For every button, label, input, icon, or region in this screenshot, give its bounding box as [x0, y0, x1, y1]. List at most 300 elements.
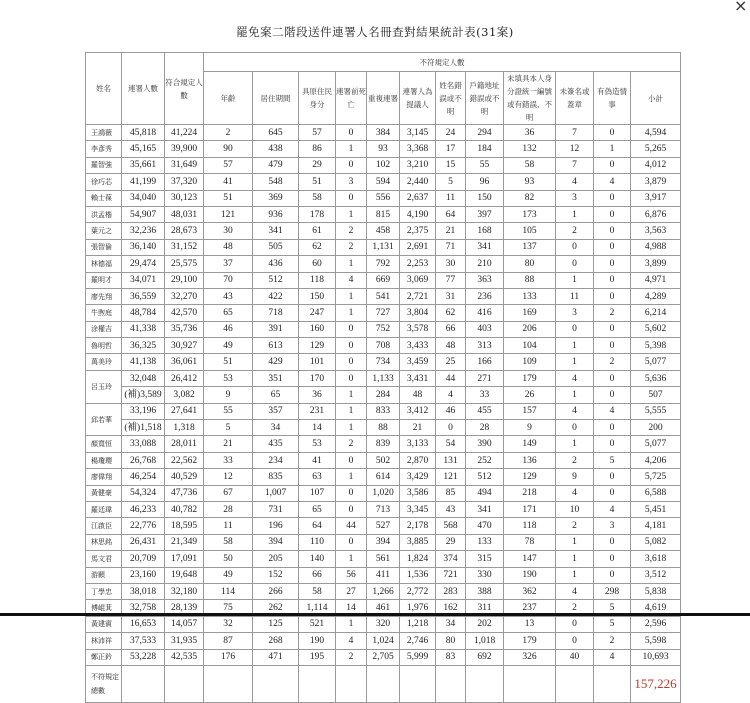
signers-count: 34,040: [122, 190, 165, 206]
signers-count: 26,768: [122, 452, 165, 468]
noncompliant-cell: 613: [253, 338, 299, 354]
noncompliant-cell: 390: [466, 436, 504, 452]
noncompliant-cell: 0: [556, 633, 594, 649]
empty-cell: [367, 665, 400, 702]
noncompliant-cell: 196: [253, 518, 299, 534]
subtotal-cell: 3,899: [631, 256, 681, 272]
table-row: [86, 141, 681, 157]
noncompliant-cell: 190: [299, 633, 336, 649]
legislator-name: 廖偉翔: [86, 469, 122, 485]
subtotal-cell: 4,619: [631, 600, 681, 616]
document-title: 罷免案二階段送件連署人名冊查對結果統計表(31案): [236, 25, 514, 39]
noncompliant-cell: 36: [299, 387, 336, 403]
noncompliant-cell: 55: [466, 157, 504, 173]
qualified-count: 30,927: [165, 338, 204, 354]
legislator-name: 魯明哲: [86, 338, 122, 354]
noncompliant-cell: 0: [594, 272, 631, 288]
header-sub-6: 姓名錯誤或不明: [436, 72, 466, 125]
table-row: [86, 452, 681, 468]
noncompliant-cell: 21: [400, 420, 436, 436]
table-row: [86, 206, 681, 222]
noncompliant-cell: 10: [556, 501, 594, 517]
noncompliant-cell: 5: [594, 600, 631, 616]
legislator-name: 顏寬恒: [86, 436, 122, 452]
signers-count: 23,160: [122, 567, 165, 583]
noncompliant-cell: 936: [253, 206, 299, 222]
legislator-name: 馬文君: [86, 551, 122, 567]
noncompliant-cell: 27: [336, 583, 367, 599]
signers-count: 33,088: [122, 436, 165, 452]
noncompliant-cell: 5,999: [400, 649, 436, 665]
noncompliant-cell: 14: [336, 600, 367, 616]
noncompliant-cell: 136: [504, 452, 556, 468]
noncompliant-cell: 0: [336, 321, 367, 337]
subtotal-cell: 3,917: [631, 190, 681, 206]
legislator-name: 李彥秀: [86, 141, 122, 157]
legislator-name: 賴士葆: [86, 190, 122, 206]
header-sub-7: 戶籍地址錯誤或不明: [466, 72, 504, 125]
table-row: [86, 567, 681, 583]
noncompliant-cell: 0: [336, 338, 367, 354]
noncompliant-cell: 1: [556, 534, 594, 550]
table-row: [86, 436, 681, 452]
noncompliant-cell: 731: [253, 501, 299, 517]
noncompliant-cell: 93: [367, 141, 400, 157]
noncompliant-cell: 1,266: [367, 583, 400, 599]
noncompliant-cell: 64: [436, 206, 466, 222]
subtotal-cell: 4,594: [631, 125, 681, 141]
signers-count: 32,758: [122, 600, 165, 616]
noncompliant-cell: 77: [436, 272, 466, 288]
noncompliant-cell: 90: [204, 141, 253, 157]
noncompliant-cell: 727: [367, 305, 400, 321]
noncompliant-cell: 121: [436, 469, 466, 485]
qualified-count: 21,349: [165, 534, 204, 550]
legislator-name: 羅廷瑋: [86, 501, 122, 517]
noncompliant-cell: 37: [204, 256, 253, 272]
noncompliant-cell: 43: [436, 501, 466, 517]
empty-cell: [466, 665, 504, 702]
close-icon[interactable]: ×: [734, 0, 748, 15]
qualified-count: 31,152: [165, 239, 204, 255]
empty-cell: [204, 665, 253, 702]
signers-count: 34,071: [122, 272, 165, 288]
noncompliant-cell: 2,746: [400, 633, 436, 649]
header-sub-9: 未簽名或蓋章: [556, 72, 594, 125]
noncompliant-cell: 60: [299, 256, 336, 272]
total-label: 不符規定總數: [86, 665, 122, 702]
noncompliant-cell: 157: [504, 403, 556, 419]
legislator-name: 王鴻薇: [86, 125, 122, 141]
noncompliant-cell: 2: [594, 354, 631, 370]
noncompliant-cell: 101: [299, 354, 336, 370]
signers-count: 45,165: [122, 141, 165, 157]
qualified-count: 25,575: [165, 256, 204, 272]
noncompliant-cell: 43: [204, 288, 253, 304]
signers-count: 16,653: [122, 616, 165, 632]
noncompliant-cell: 0: [336, 157, 367, 173]
signers-count: 38,018: [122, 583, 165, 599]
legislator-name: 林沛祥: [86, 633, 122, 649]
noncompliant-cell: 0: [594, 420, 631, 436]
noncompliant-cell: 512: [466, 469, 504, 485]
noncompliant-cell: 86: [299, 141, 336, 157]
noncompliant-cell: 160: [299, 321, 336, 337]
noncompliant-cell: 326: [504, 649, 556, 665]
noncompliant-cell: 3,145: [400, 125, 436, 141]
noncompliant-cell: 237: [504, 600, 556, 616]
noncompliant-cell: 0: [556, 256, 594, 272]
noncompliant-cell: 114: [204, 583, 253, 599]
noncompliant-cell: 1,824: [400, 551, 436, 567]
qualified-count: 36,061: [165, 354, 204, 370]
table-row: [86, 633, 681, 649]
empty-cell: [504, 665, 556, 702]
noncompliant-cell: 461: [367, 600, 400, 616]
qualified-count: 19,648: [165, 567, 204, 583]
noncompliant-cell: 210: [466, 256, 504, 272]
noncompliant-cell: 46: [436, 403, 466, 419]
noncompliant-cell: 792: [367, 256, 400, 272]
subtotal-cell: 6,588: [631, 485, 681, 501]
noncompliant-cell: 388: [466, 583, 504, 599]
empty-cell: [122, 665, 165, 702]
noncompliant-cell: 34: [253, 420, 299, 436]
noncompliant-cell: 0: [594, 125, 631, 141]
noncompliant-cell: 96: [466, 174, 504, 190]
noncompliant-cell: 169: [504, 305, 556, 321]
noncompliant-cell: 4: [594, 403, 631, 419]
noncompliant-cell: 0: [594, 436, 631, 452]
subtotal-cell: 4,289: [631, 288, 681, 304]
noncompliant-cell: 62: [299, 239, 336, 255]
signers-count: 22,776: [122, 518, 165, 534]
noncompliant-cell: 403: [466, 321, 504, 337]
table-row: [86, 583, 681, 599]
legislator-name: 江啟臣: [86, 518, 122, 534]
noncompliant-cell: 55: [204, 403, 253, 419]
noncompliant-cell: 294: [466, 125, 504, 141]
noncompliant-cell: 66: [299, 567, 336, 583]
signers-count: (補)1,518: [122, 420, 165, 436]
noncompliant-cell: 3,459: [400, 354, 436, 370]
qualified-count: 48,031: [165, 206, 204, 222]
legislator-name: 邱若華: [86, 403, 122, 436]
noncompliant-cell: 4: [556, 583, 594, 599]
noncompliant-cell: 4,190: [400, 206, 436, 222]
header-sub-11: 小計: [631, 72, 681, 125]
noncompliant-cell: 3,433: [400, 338, 436, 354]
noncompliant-cell: 271: [466, 370, 504, 386]
total-row: [86, 665, 681, 702]
noncompliant-cell: 82: [504, 190, 556, 206]
legislator-name: 徐巧芯: [86, 174, 122, 190]
noncompliant-cell: 3: [336, 174, 367, 190]
legislator-name: 丁學忠: [86, 583, 122, 599]
table-row: [86, 288, 681, 304]
table-row: [86, 239, 681, 255]
legislator-name: 張智倫: [86, 239, 122, 255]
noncompliant-cell: 2,772: [400, 583, 436, 599]
noncompliant-cell: 2: [336, 239, 367, 255]
noncompliant-cell: 236: [466, 288, 504, 304]
noncompliant-cell: 54: [436, 436, 466, 452]
noncompliant-cell: 206: [504, 321, 556, 337]
noncompliant-cell: 2: [594, 633, 631, 649]
noncompliant-cell: 31: [436, 288, 466, 304]
noncompliant-cell: 435: [253, 436, 299, 452]
subtotal-cell: 5,077: [631, 354, 681, 370]
subtotal-cell: 5,265: [631, 141, 681, 157]
table-row: [86, 616, 681, 632]
header-name: 姓名: [86, 53, 122, 125]
noncompliant-cell: 0: [336, 370, 367, 386]
noncompliant-cell: 470: [466, 518, 504, 534]
noncompliant-cell: 125: [253, 616, 299, 632]
noncompliant-cell: 51: [204, 354, 253, 370]
subtotal-cell: 10,693: [631, 649, 681, 665]
signers-count: 46,233: [122, 501, 165, 517]
noncompliant-cell: 176: [204, 649, 253, 665]
noncompliant-cell: 0: [594, 485, 631, 501]
noncompliant-cell: 41: [204, 174, 253, 190]
noncompliant-cell: 231: [299, 403, 336, 419]
noncompliant-cell: 505: [253, 239, 299, 255]
noncompliant-cell: 49: [204, 567, 253, 583]
noncompliant-cell: 34: [436, 616, 466, 632]
signers-count: 29,474: [122, 256, 165, 272]
qualified-count: 29,100: [165, 272, 204, 288]
noncompliant-cell: 2: [204, 125, 253, 141]
subtotal-cell: 3,512: [631, 567, 681, 583]
noncompliant-cell: 149: [504, 436, 556, 452]
empty-cell: [436, 665, 466, 702]
noncompliant-cell: 0: [594, 567, 631, 583]
noncompliant-cell: 2: [556, 452, 594, 468]
header-sub-5: 連署人為提議人: [400, 72, 436, 125]
qualified-count: 35,736: [165, 321, 204, 337]
noncompliant-cell: 170: [299, 370, 336, 386]
noncompliant-cell: 53: [204, 370, 253, 386]
noncompliant-cell: 341: [253, 223, 299, 239]
noncompliant-cell: 1,133: [367, 370, 400, 386]
noncompliant-cell: 3: [556, 190, 594, 206]
empty-cell: [299, 665, 336, 702]
table-row: [86, 534, 681, 550]
noncompliant-cell: 152: [253, 567, 299, 583]
noncompliant-cell: 713: [367, 501, 400, 517]
noncompliant-cell: 4: [336, 272, 367, 288]
noncompliant-cell: 330: [466, 567, 504, 583]
noncompliant-cell: 11: [436, 190, 466, 206]
noncompliant-cell: 46: [204, 321, 253, 337]
signers-count: 46,254: [122, 469, 165, 485]
subtotal-cell: 4,988: [631, 239, 681, 255]
noncompliant-cell: 614: [367, 469, 400, 485]
noncompliant-cell: 1: [336, 206, 367, 222]
noncompliant-cell: 102: [367, 157, 400, 173]
table-row: [86, 387, 681, 403]
subtotal-cell: 4,206: [631, 452, 681, 468]
noncompliant-cell: 692: [466, 649, 504, 665]
noncompliant-cell: 839: [367, 436, 400, 452]
noncompliant-cell: 479: [253, 157, 299, 173]
noncompliant-cell: 594: [367, 174, 400, 190]
legislator-name: 廖先翔: [86, 288, 122, 304]
noncompliant-cell: 4: [594, 649, 631, 665]
subtotal-cell: 5,451: [631, 501, 681, 517]
subtotal-cell: 3,563: [631, 223, 681, 239]
noncompliant-cell: 0: [594, 469, 631, 485]
subtotal-cell: 3,618: [631, 551, 681, 567]
noncompliant-cell: 521: [299, 616, 336, 632]
qualified-count: 47,736: [165, 485, 204, 501]
noncompliant-cell: 0: [594, 288, 631, 304]
qualified-count: 14,057: [165, 616, 204, 632]
noncompliant-cell: 1,114: [299, 600, 336, 616]
noncompliant-cell: 2,178: [400, 518, 436, 534]
noncompliant-cell: 4: [556, 174, 594, 190]
noncompliant-cell: 4: [336, 633, 367, 649]
noncompliant-cell: 11: [204, 518, 253, 534]
noncompliant-cell: 1: [556, 567, 594, 583]
table-row: [86, 256, 681, 272]
noncompliant-cell: 133: [466, 534, 504, 550]
subtotal-cell: 6,214: [631, 305, 681, 321]
noncompliant-cell: 397: [466, 206, 504, 222]
signers-count: 35,661: [122, 157, 165, 173]
noncompliant-cell: 4: [556, 485, 594, 501]
noncompliant-cell: 0: [336, 452, 367, 468]
qualified-count: 42,570: [165, 305, 204, 321]
header-sub-10: 有偽造情事: [594, 72, 631, 125]
noncompliant-cell: 56: [336, 567, 367, 583]
subtotal-cell: 2,596: [631, 616, 681, 632]
header-signers: 連署人數: [122, 53, 165, 125]
noncompliant-cell: 1: [556, 206, 594, 222]
table-row: [86, 403, 681, 419]
qualified-count: 40,529: [165, 469, 204, 485]
noncompliant-cell: 284: [367, 387, 400, 403]
noncompliant-cell: 150: [299, 288, 336, 304]
noncompliant-cell: 2,637: [400, 190, 436, 206]
qualified-count: 39,900: [165, 141, 204, 157]
noncompliant-cell: 109: [504, 354, 556, 370]
noncompliant-cell: 80: [436, 633, 466, 649]
empty-cell: [253, 665, 299, 702]
noncompliant-cell: 541: [367, 288, 400, 304]
noncompliant-cell: 118: [504, 518, 556, 534]
subtotal-cell: 6,876: [631, 206, 681, 222]
noncompliant-cell: 3,069: [400, 272, 436, 288]
noncompliant-cell: 51: [299, 174, 336, 190]
noncompliant-cell: 2,705: [367, 649, 400, 665]
noncompliant-cell: 5: [204, 420, 253, 436]
qualified-count: 22,562: [165, 452, 204, 468]
noncompliant-cell: 1: [336, 420, 367, 436]
legislator-name: 傅崐萁: [86, 600, 122, 616]
noncompliant-cell: 107: [299, 485, 336, 501]
legislator-name: 羅智強: [86, 157, 122, 173]
noncompliant-cell: 362: [504, 583, 556, 599]
signers-count: 33,196: [122, 403, 165, 419]
qualified-count: 17,091: [165, 551, 204, 567]
noncompliant-cell: 351: [253, 370, 299, 386]
noncompliant-cell: 568: [436, 518, 466, 534]
noncompliant-cell: 341: [466, 501, 504, 517]
noncompliant-cell: 105: [504, 223, 556, 239]
noncompliant-cell: 93: [504, 174, 556, 190]
noncompliant-cell: 202: [466, 616, 504, 632]
noncompliant-cell: 147: [504, 551, 556, 567]
noncompliant-cell: 1: [336, 141, 367, 157]
noncompliant-cell: 50: [204, 551, 253, 567]
noncompliant-cell: 26: [504, 387, 556, 403]
noncompliant-cell: 3: [556, 305, 594, 321]
signers-count: 20,709: [122, 551, 165, 567]
grand-total: 157,226: [631, 665, 681, 702]
noncompliant-cell: 3,586: [400, 485, 436, 501]
noncompliant-cell: 2,691: [400, 239, 436, 255]
noncompliant-cell: 63: [299, 469, 336, 485]
signers-count: 41,338: [122, 321, 165, 337]
qualified-count: 32,270: [165, 288, 204, 304]
noncompliant-cell: 104: [504, 338, 556, 354]
noncompliant-cell: 162: [436, 600, 466, 616]
noncompliant-cell: 184: [466, 141, 504, 157]
noncompliant-cell: 1: [336, 288, 367, 304]
noncompliant-cell: 527: [367, 518, 400, 534]
table-row: [86, 157, 681, 173]
noncompliant-cell: 87: [204, 633, 253, 649]
noncompliant-cell: 422: [253, 288, 299, 304]
noncompliant-cell: 708: [367, 338, 400, 354]
noncompliant-cell: 384: [367, 125, 400, 141]
header-sub-1: 居住期間: [253, 72, 299, 125]
noncompliant-cell: 556: [367, 190, 400, 206]
noncompliant-cell: 0: [556, 239, 594, 255]
subtotal-cell: 5,555: [631, 403, 681, 419]
noncompliant-cell: 62: [436, 305, 466, 321]
noncompliant-cell: 205: [253, 551, 299, 567]
noncompliant-cell: 374: [436, 551, 466, 567]
noncompliant-cell: 88: [504, 272, 556, 288]
header-sub-4: 重複連署: [367, 72, 400, 125]
legislator-name: 洪孟楷: [86, 206, 122, 222]
noncompliant-cell: 49: [204, 338, 253, 354]
noncompliant-cell: 71: [436, 239, 466, 255]
noncompliant-cell: 41: [299, 452, 336, 468]
table-row: [86, 125, 681, 141]
noncompliant-cell: 266: [253, 583, 299, 599]
noncompliant-cell: 1,018: [466, 633, 504, 649]
noncompliant-cell: 65: [299, 501, 336, 517]
noncompliant-cell: 40: [556, 649, 594, 665]
subtotal-cell: 5,077: [631, 436, 681, 452]
noncompliant-cell: 48: [204, 239, 253, 255]
legislator-name: 羅明才: [86, 272, 122, 288]
noncompliant-cell: 429: [253, 354, 299, 370]
noncompliant-cell: 1: [336, 256, 367, 272]
noncompliant-cell: 815: [367, 206, 400, 222]
noncompliant-cell: 179: [504, 370, 556, 386]
noncompliant-cell: 150: [466, 190, 504, 206]
noncompliant-cell: 1,976: [400, 600, 436, 616]
subtotal-cell: 5,838: [631, 583, 681, 599]
noncompliant-cell: 7: [556, 125, 594, 141]
qualified-count: 32,180: [165, 583, 204, 599]
noncompliant-cell: 455: [466, 403, 504, 419]
